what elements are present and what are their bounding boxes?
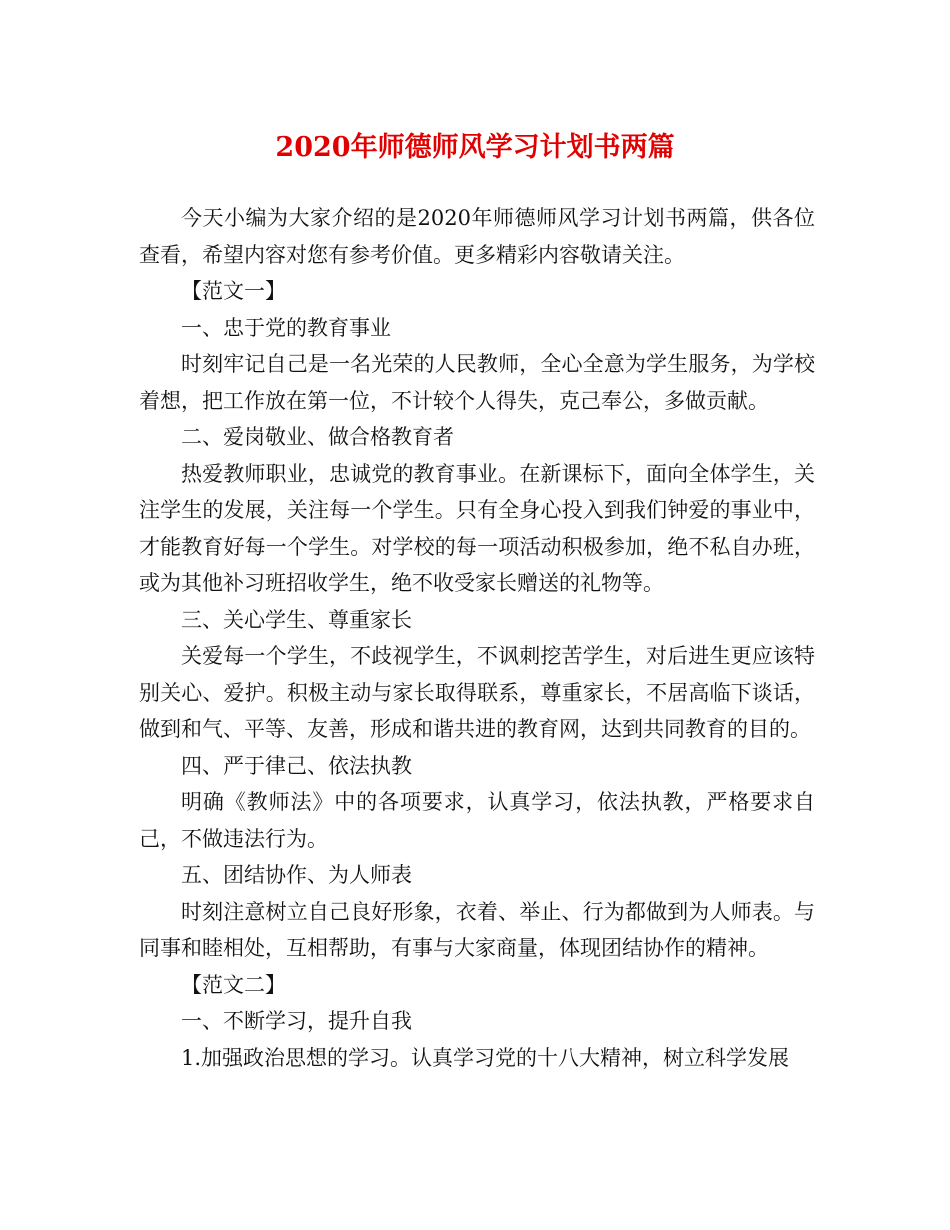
section-marker-2: 【范文二】 [181, 972, 286, 997]
paragraph-1-2: 热爱教师职业，忠诚党的教育事业。在新课标下，面向全体学生，关注学生的发展，关注每一个学生。只有全身心投入到我们钟爱的事业中，才能教育好每一个学生。对学校的每一项活动积极参加，绝不私自办班，或为其他补习班招收学生，绝不收受家长赠送的礼物等。 [139, 461, 815, 595]
document-body [139, 200, 815, 1076]
paragraph-1-5: 时刻注意树立自己良好形象，衣着、举止、行为都做到为人师表。与同事和睦相处，互相帮助，有事与大家商量，体现团结协作的精神。 [139, 899, 815, 960]
heading-1-2: 二、爱岗敬业、做合格教育者 [181, 425, 454, 449]
paragraph-1-3: 关爱每一个学生，不歧视学生，不讽刺挖苦学生，对后进生更应该特别关心、爱护。积极主动与家长取得联系，尊重家长，不居高临下谈话，做到和气、平等、友善，形成和谐共进的教育网，达到共同教育的目的。 [139, 644, 815, 741]
heading-1-4: 四、严于律己、依法执教 [181, 753, 412, 778]
section-marker-1: 【范文一】 [181, 279, 286, 303]
intro-paragraph: 今天小编为大家介绍的是2020年师德师风学习计划书两篇，供各位查看，希望内容对您有参考价值。更多精彩内容敬请关注。 [139, 206, 815, 267]
document-title: 2020年师德师风学习计划书两篇 [275, 132, 675, 163]
paragraph-2-1: 1.加强政治思想的学习。认真学习党的十八大精神，树立科学发展 [181, 1045, 790, 1070]
paragraph-1-4: 明确《教师法》中的各项要求，认真学习，依法执教，严格要求自己，不做违法行为。 [139, 790, 815, 851]
heading-1-3: 三、关心学生、尊重家长 [181, 607, 412, 632]
paragraph-1-1: 时刻牢记自己是一名光荣的人民教师，全心全意为学生服务，为学校着想，把工作放在第一位，不计较个人得失，克己奉公，多做贡献。 [139, 352, 815, 413]
heading-1-1: 一、忠于党的教育事业 [181, 315, 391, 340]
heading-1-5: 五、团结协作、为人师表 [181, 863, 412, 887]
heading-2-1: 一、不断学习，提升自我 [181, 1009, 412, 1033]
